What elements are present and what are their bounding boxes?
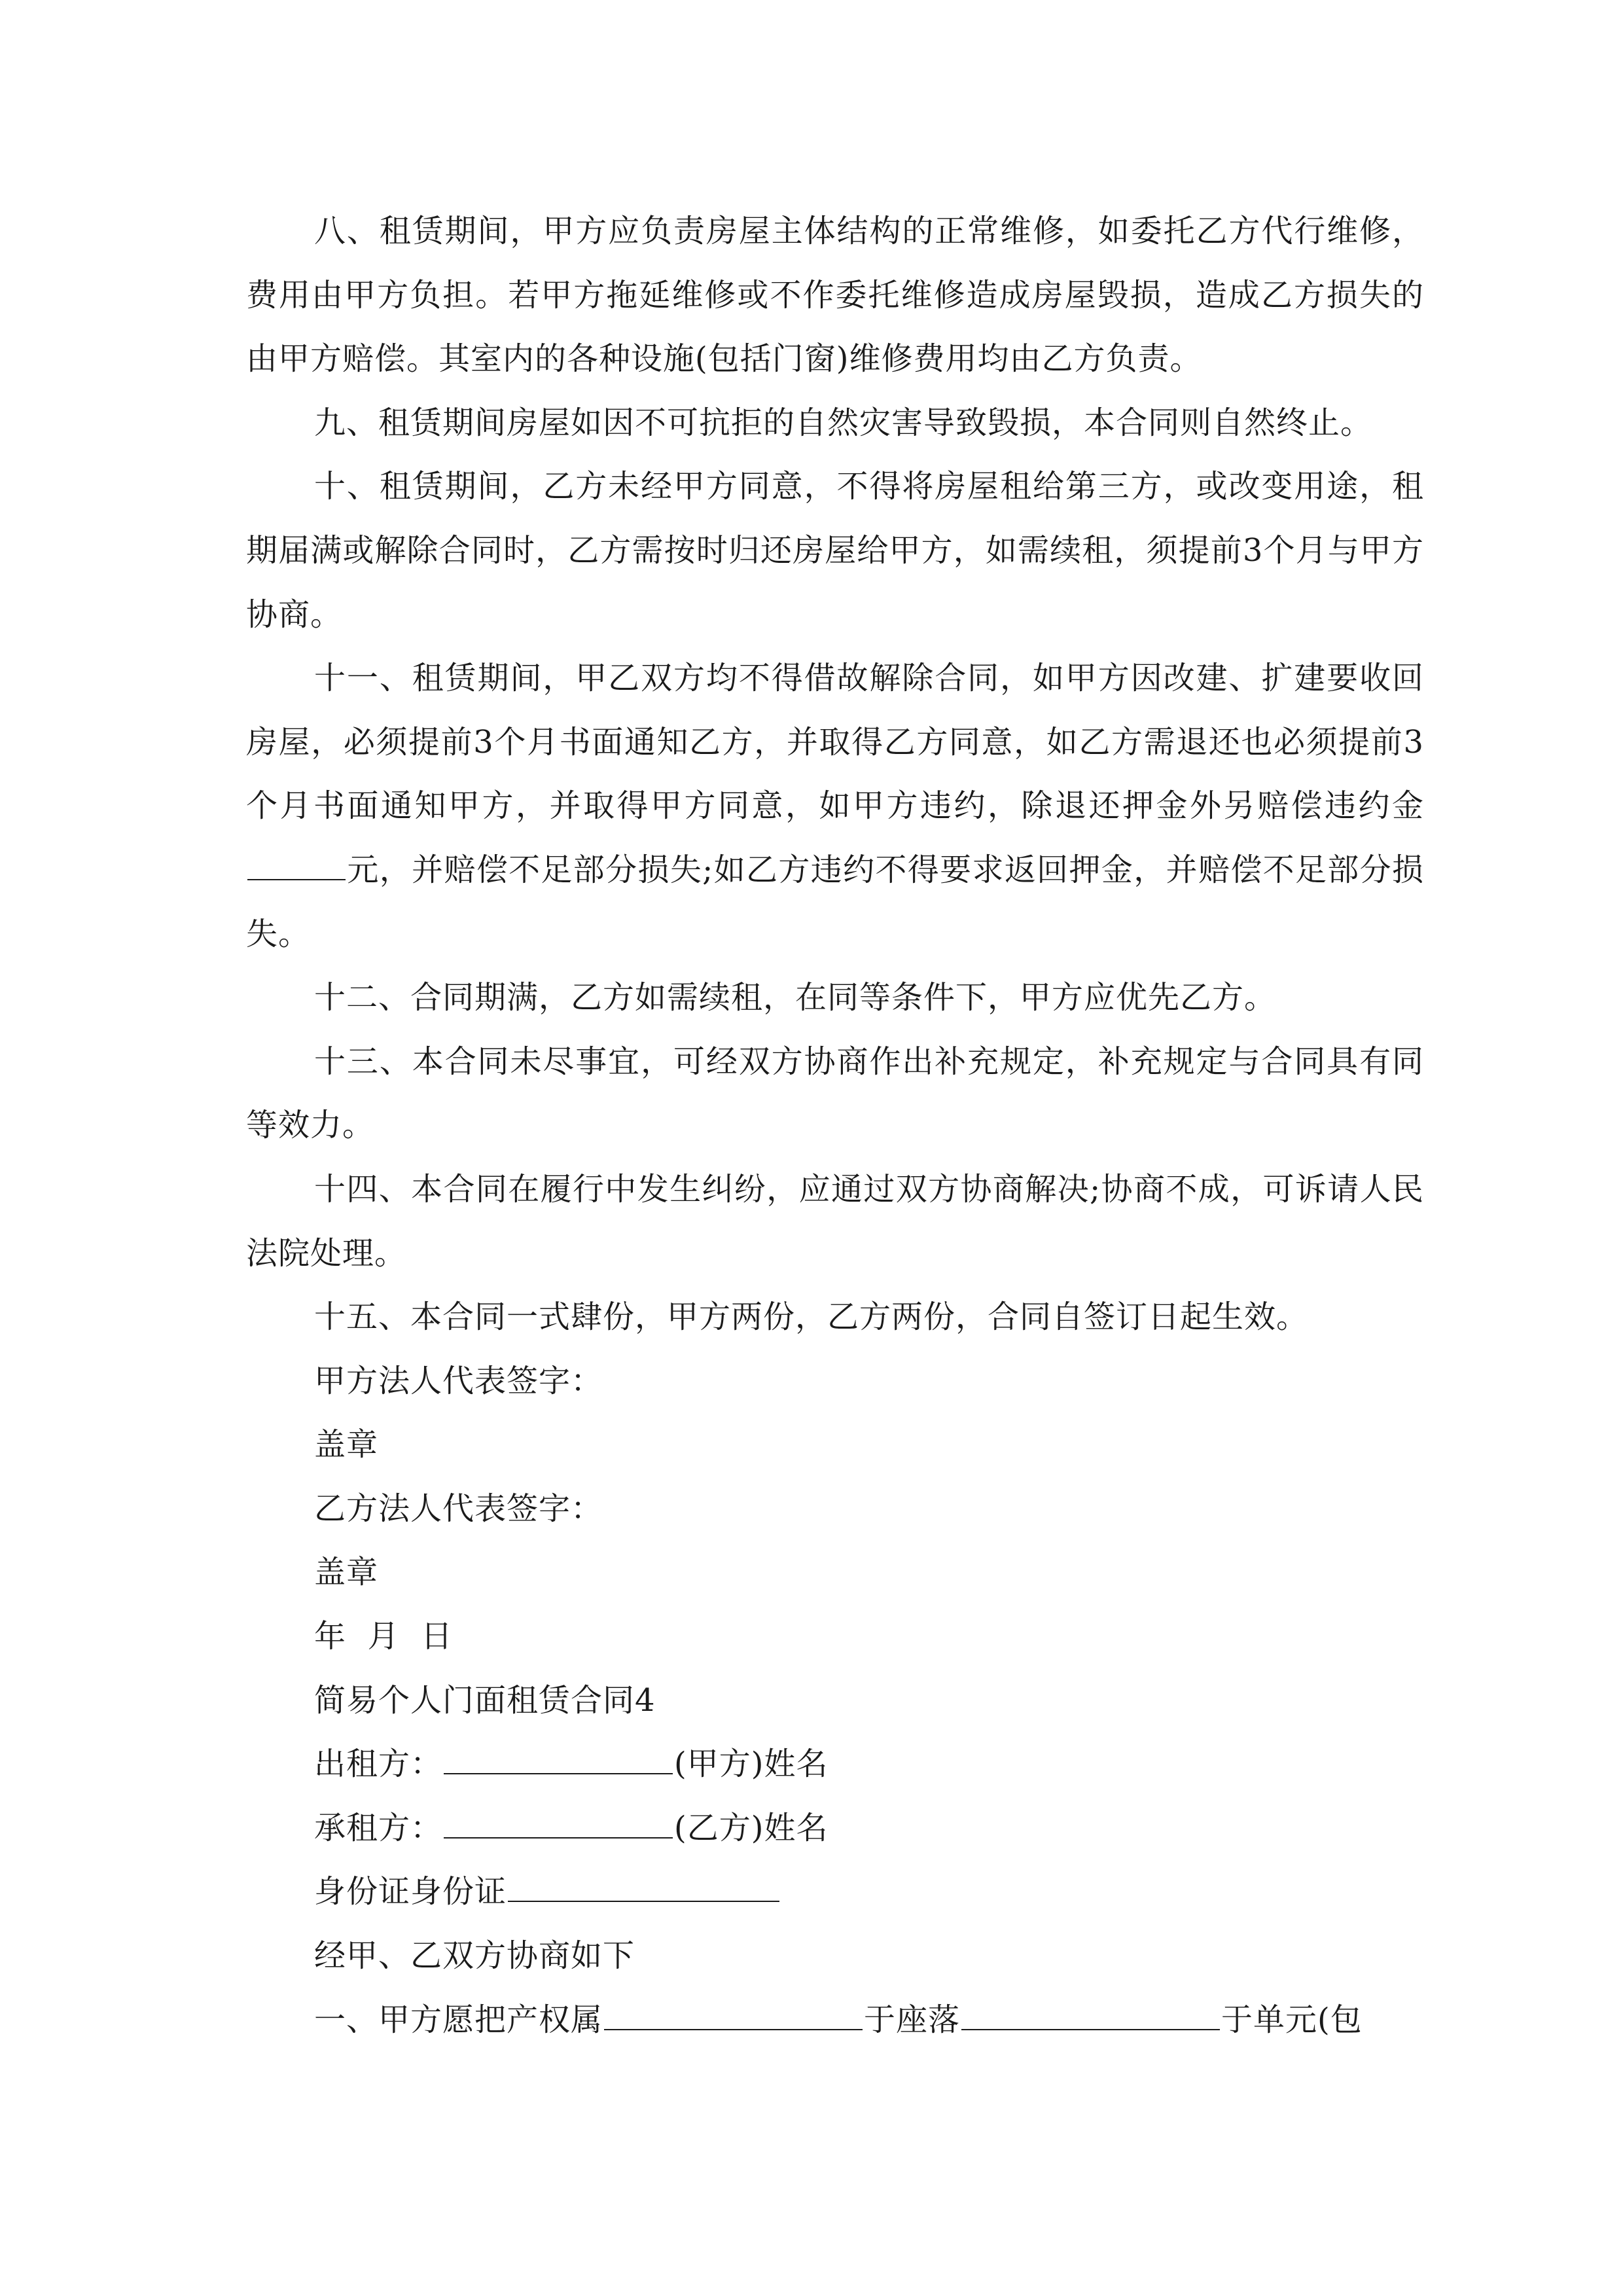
clause-1-part-2: 于座落 bbox=[864, 2001, 961, 2038]
party-a-signature-label: 甲方法人代表签字： bbox=[314, 1362, 603, 1399]
property-location-blank bbox=[961, 2000, 1220, 2030]
party-b-seal-label: 盖章 bbox=[314, 1554, 379, 1591]
clause-11-text-b: 元，并赔偿不足部分损失;如乙方违约不得要求返回押金，并赔偿不足部分损失。 bbox=[246, 851, 1424, 952]
clause-1-part-1: 一、甲方愿把产权属 bbox=[314, 2001, 603, 2038]
contract-4-title: 简易个人门面租赁合同4 bbox=[314, 1681, 656, 1719]
lessee-label: 承租方： bbox=[314, 1809, 443, 1846]
id-line bbox=[246, 1860, 1424, 1924]
party-a-seal-label: 盖章 bbox=[314, 1426, 379, 1463]
lessor-name-blank bbox=[444, 1744, 673, 1774]
property-owner-blank bbox=[604, 2000, 863, 2030]
clause-9: 九、租赁期间房屋如因不可抗拒的自然灾害导致毁损，本合同则自然终止。 bbox=[314, 404, 1373, 441]
clause-1-part-3: 于单元(包 bbox=[1221, 2001, 1363, 2038]
lessee-name-blank bbox=[444, 1808, 673, 1839]
id-number-blank bbox=[508, 1872, 779, 1902]
lessee-line bbox=[246, 1797, 1424, 1861]
clause-13: 十三、本合同未尽事宜，可经双方协商作出补充规定，补充规定与合同具有同等效力。 bbox=[246, 1043, 1424, 1144]
date-line: 年 月 日 bbox=[314, 1618, 454, 1655]
clause-12: 十二、合同期满，乙方如需续租，在同等条件下，甲方应优先乙方。 bbox=[314, 979, 1277, 1016]
clause-10: 十、租赁期间，乙方未经甲方同意，不得将房屋租给第三方，或改变用途，租期届满或解除合同时，乙方需按时归还房屋给甲方，如需续租，须提前3个月与甲方协商。 bbox=[246, 468, 1424, 633]
lessor-label: 出租方： bbox=[314, 1746, 443, 1783]
lessor-suffix: (甲方)姓名 bbox=[674, 1746, 829, 1783]
lessee-suffix: (乙方)姓名 bbox=[674, 1809, 829, 1846]
negotiation-line: 经甲、乙双方协商如下 bbox=[314, 1937, 635, 1975]
lessor-line bbox=[246, 1732, 1424, 1797]
penalty-amount-blank bbox=[247, 850, 346, 880]
clause-8: 八、租赁期间，甲方应负责房屋主体结构的正常维修，如委托乙方代行维修，费用由甲方负担。若甲方拖延维修或不作委托维修造成房屋毁损，造成乙方损失的由甲方赔偿。其室内的各种设施(包括门窗)维修费用均由乙方负责。 bbox=[246, 213, 1424, 378]
id-label: 身份证身份证 bbox=[314, 1873, 507, 1910]
clause-15: 十五、本合同一式肆份，甲方两份，乙方两份，合同自签订日起生效。 bbox=[314, 1299, 1309, 1336]
clause-1-line bbox=[246, 1988, 1424, 2053]
document-body bbox=[246, 200, 1424, 2052]
clause-14: 十四、本合同在履行中发生纠纷，应通过双方协商解决;协商不成，可诉请人民法院处理。 bbox=[246, 1170, 1424, 1272]
clause-11 bbox=[246, 647, 1424, 966]
party-b-signature-label: 乙方法人代表签字： bbox=[314, 1490, 603, 1527]
clause-11-text-a: 十一、租赁期间，甲乙双方均不得借故解除合同，如甲方因改建、扩建要收回房屋，必须提前3个月书面通知乙方，并取得乙方同意，如乙方需退还也必须提前3个月书面通知甲方，并取得甲方同意，如甲方违约，除退还押金外另赔偿违约金 bbox=[246, 660, 1424, 825]
